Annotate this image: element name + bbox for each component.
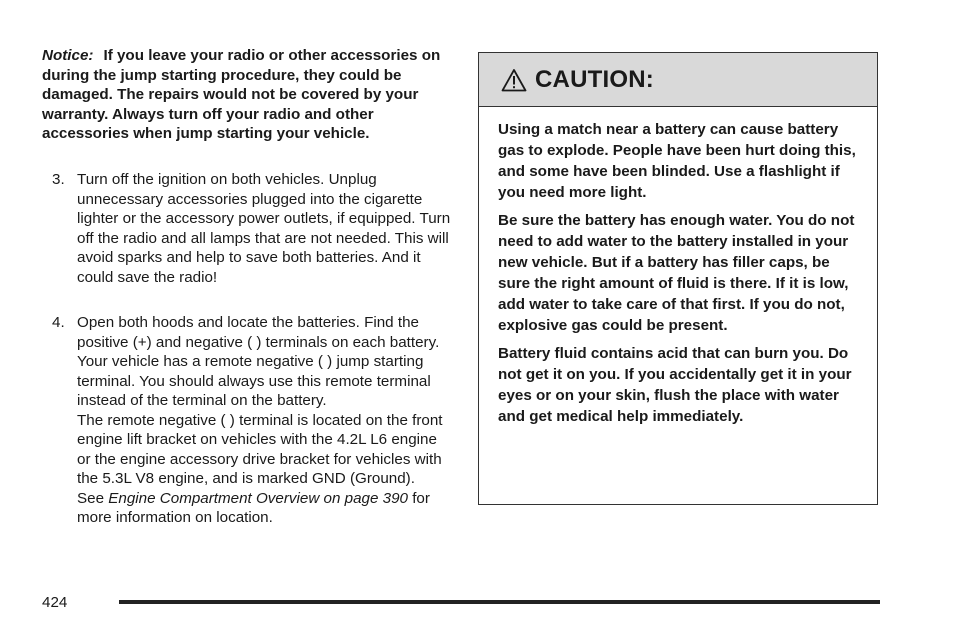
caution-paragraph: Be sure the battery has enough water. You do not need to add water to the battery installed in your new vehicle. But if a battery has filler caps, be sure the right amount of fluid is there. If it is low, add water to take care of that first. If you do not, explosive gas could be present. — [498, 212, 855, 334]
warning-triangle-icon — [501, 68, 527, 92]
page-number: 424 — [42, 594, 68, 611]
cross-reference — [77, 489, 452, 528]
notice-label: Notice: — [42, 47, 94, 64]
see-suffix: for more information on location. — [77, 489, 430, 526]
step-text-continued: The remote negative ( ) terminal is located on the front engine lift bracket on vehicles with the 4.2L L6 engine or the engine accessory drive bracket for vehicles with the 5.3L V8 engine, and is marked GND (Ground). — [77, 411, 443, 487]
cross-reference-link[interactable]: Engine Compartment Overview on page 390 — [108, 489, 408, 507]
step-item-4 — [42, 313, 452, 528]
notice-paragraph — [42, 46, 452, 144]
step-text: Open both hoods and locate the batteries. Find the positive (+) and negative ( ) terminals on each battery. Your vehicle has a remote negative ( ) jump starting terminal. You should always use this remote terminal instead of the terminal on the battery. — [77, 314, 440, 409]
footer-rule — [119, 600, 880, 604]
step-list-4 — [42, 313, 452, 528]
step-item-3 — [42, 170, 452, 287]
step-number: 3. — [52, 171, 65, 188]
step-number: 4. — [52, 314, 65, 331]
caution-body — [479, 107, 877, 427]
notice-text: If you leave your radio or other accessories on during the jump starting procedure, they could be damaged. The repairs would not be covered by your warranty. Always turn off your radio and other accessories when jump starting your vehicle. — [42, 47, 441, 142]
caution-box — [478, 52, 878, 505]
caution-paragraph: Using a match near a battery can cause battery gas to explode. People have been hurt doing this, and some have been blinded. Use a flashlight if you need more light. — [498, 121, 856, 201]
see-prefix: See — [77, 489, 105, 507]
step-text: Turn off the ignition on both vehicles. Unplug unnecessary accessories plugged into the cigarette lighter or the accessory power outlets, if equipped. Turn off the radio and all lamps that are not needed. This will avoid sparks and help to save both batteries. And it could save the radio! — [77, 171, 451, 286]
caution-title: CAUTION: — [535, 65, 654, 93]
step-list-3 — [42, 170, 452, 287]
caution-paragraph: Battery fluid contains acid that can burn you. Do not get it on you. If you accidentally get it in your eyes or on your skin, flush the place with water and get medical help immediately. — [498, 345, 852, 425]
caution-header — [479, 53, 877, 107]
